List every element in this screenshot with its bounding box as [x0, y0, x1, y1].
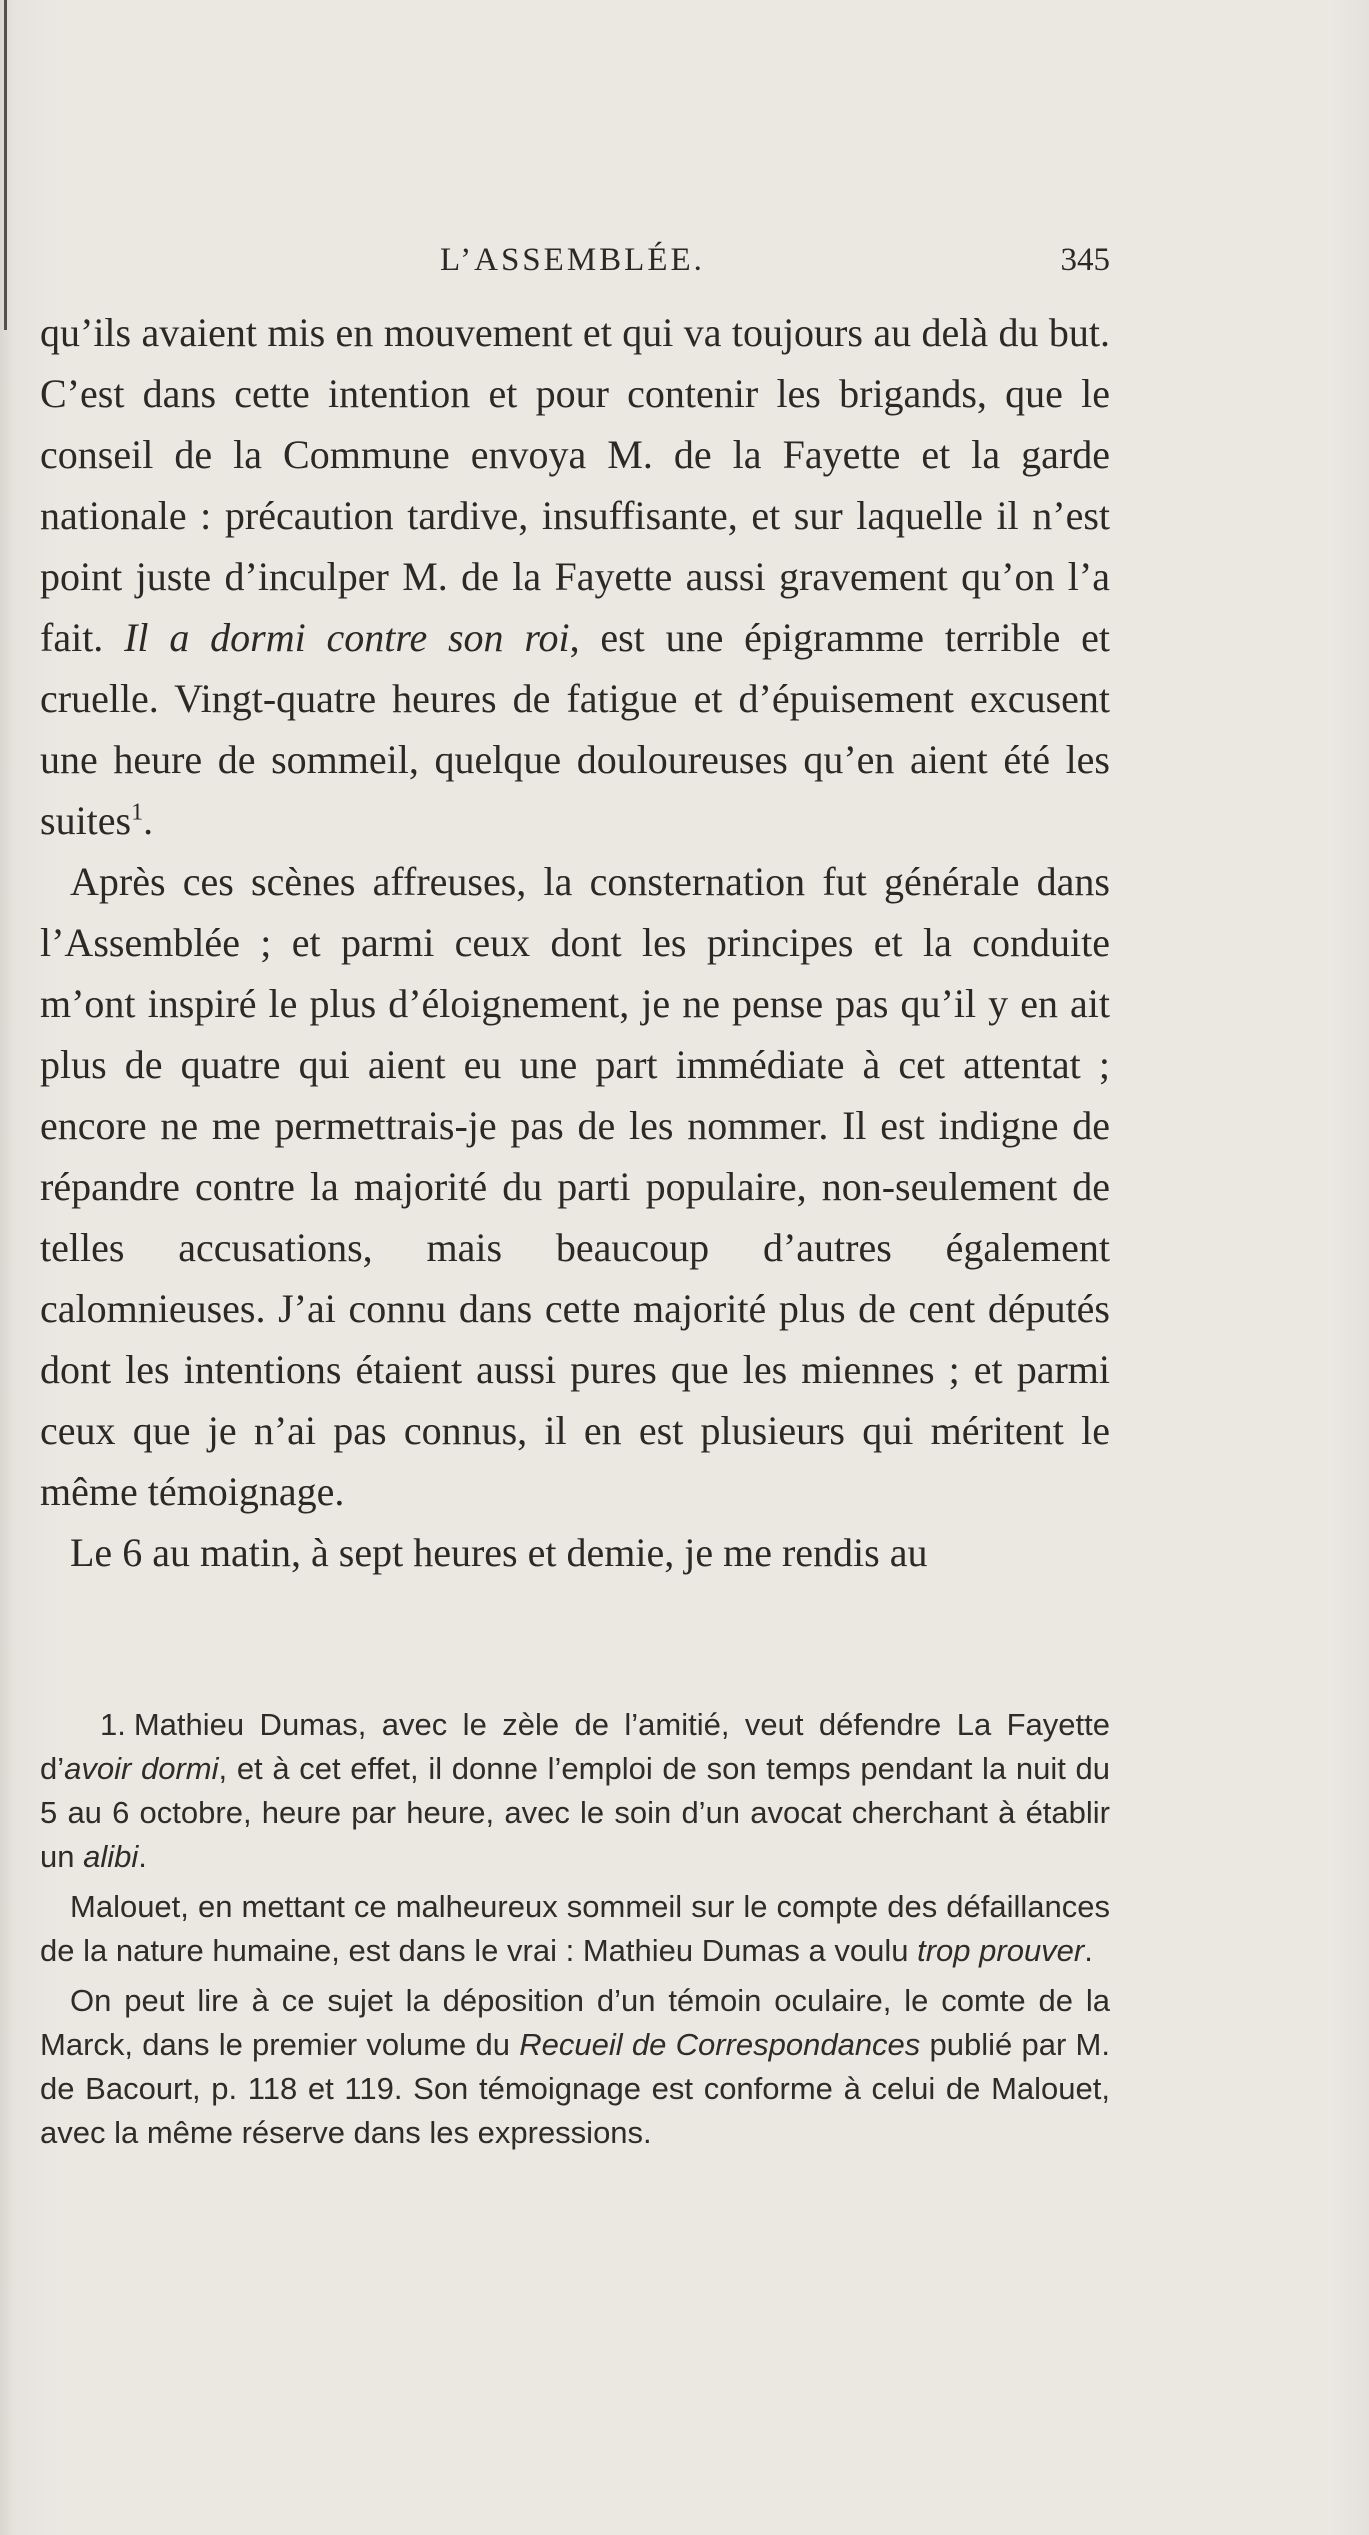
footnote-2-part-b: . — [1084, 1933, 1093, 1968]
footnote-3-part-b: publié par M. de Bacourt, p. 118 et 119. Son témoignage est conforme à celui de Malouet, avec la même réserve dans les expressions. — [40, 2027, 1110, 2150]
paragraph-1 — [40, 302, 1110, 851]
footnote-1 — [40, 1703, 1110, 1879]
footnote-2 — [40, 1885, 1110, 1973]
paragraph-1-italic: Il a dormi contre son roi — [124, 615, 570, 660]
footnote-3-italic: Recueil de Correspondances — [519, 2027, 921, 2062]
footnote-1-marker: 1. — [100, 1707, 126, 1742]
footnote-3-part-a: On peut lire à ce sujet la déposition d’un témoin oculaire, le comte de la Marck, dans le premier volume du — [40, 1983, 1110, 2062]
running-title: L’ASSEMBLÉE. — [440, 242, 705, 278]
footnotes — [40, 1703, 1110, 2161]
footnote-2-italic: trop prouver — [917, 1933, 1085, 1968]
paragraph-1-part-a: qu’ils avaient mis en mouvement et qui va toujours au delà du but. C’est dans cette intention et pour contenir les brigands, que le conseil de la Commune envoya M. de la Fayette et la garde nationale : précaution tardive, insuffisante, et sur laquelle il n’est point juste d’inculper M. de la Fayette aussi gravement qu’on l’a fait. — [40, 310, 1110, 660]
paragraph-1-part-b: , est une épigramme terrible et cruelle. Vingt-quatre heures de fatigue et d’épuisement excusent une heure de sommeil, quelque douloureuses qu’en aient été les suites — [40, 615, 1111, 843]
page-header — [40, 235, 1110, 285]
footnote-2-part-a: Malouet, en mettant ce malheureux sommeil sur le compte des défaillances de la nature humaine, est dans le vrai : Mathieu Dumas a voulu — [40, 1889, 1110, 1968]
footnote-1-italic-1: avoir dormi — [64, 1751, 219, 1786]
footnote-3 — [40, 1979, 1110, 2155]
binding-edge — [4, 0, 7, 330]
footnote-1-italic-2: alibi — [83, 1839, 139, 1874]
paragraph-2: Après ces scènes affreuses, la consternation fut générale dans l’Assemblée ; et parmi ceux dont les principes et la conduite m’ont inspiré le plus d’éloignement, je ne pense pas qu’il y en ait plus de quatre qui aient eu une part immédiate à cet attentat ; encore ne me permettrais-je pas de les nommer. Il est indigne de répandre contre la majorité du parti populaire, non-seulement de telles accusations, mais beaucoup d’autres également calomnieuses. J’ai connu dans cette majorité plus de cent députés dont les intentions étaient aussi pures que les miennes ; et parmi ceux que je n’ai pas connus, il en est plusieurs qui méritent le même témoignage. — [40, 859, 1110, 1514]
footnote-1-part-c: . — [138, 1839, 147, 1874]
main-text — [40, 302, 1110, 1583]
paragraph-3: Le 6 au matin, à sept heures et demie, je me rendis au — [70, 1530, 928, 1575]
paragraph-1-end: . — [143, 798, 154, 843]
page-number: 345 — [1060, 242, 1110, 278]
footnote-1-part-b: , et à cet effet, il donne l’emploi de son temps pendant la nuit du 5 au 6 octobre, heure par heure, avec le soin d’un avocat cherchant à établir un — [40, 1751, 1110, 1874]
footnote-reference[interactable]: 1 — [131, 799, 144, 826]
footnote-1-part-a: Mathieu Dumas, avec le zèle de l’amitié, veut défendre La Fayette d’ — [40, 1707, 1110, 1786]
